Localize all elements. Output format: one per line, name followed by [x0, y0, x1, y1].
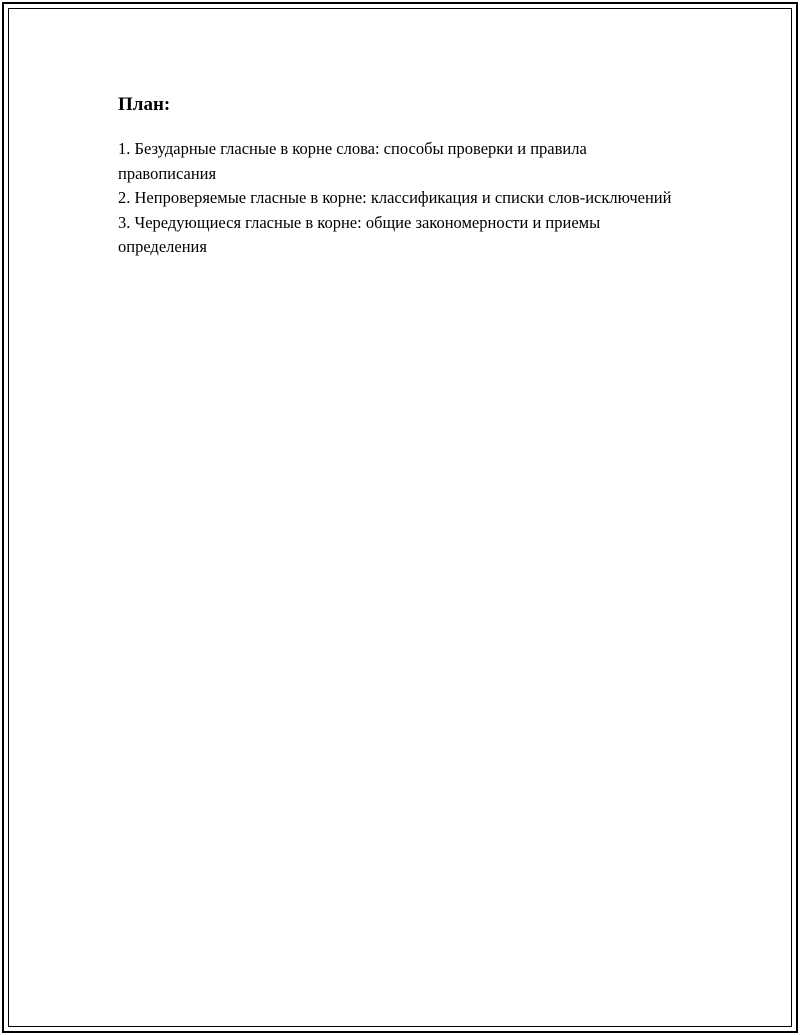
plan-item-2: 2. Непроверяемые гласные в корне: классификация и списки слов-исключений — [118, 188, 672, 207]
plan-list — [118, 137, 678, 260]
plan-item-1: 1. Безударные гласные в корне слова: способы проверки и правила правописания — [118, 139, 587, 183]
document-body — [118, 92, 678, 260]
plan-item-3: 3. Чередующиеся гласные в корне: общие закономерности и приемы определения — [118, 212, 601, 256]
plan-title: План: — [118, 94, 171, 115]
